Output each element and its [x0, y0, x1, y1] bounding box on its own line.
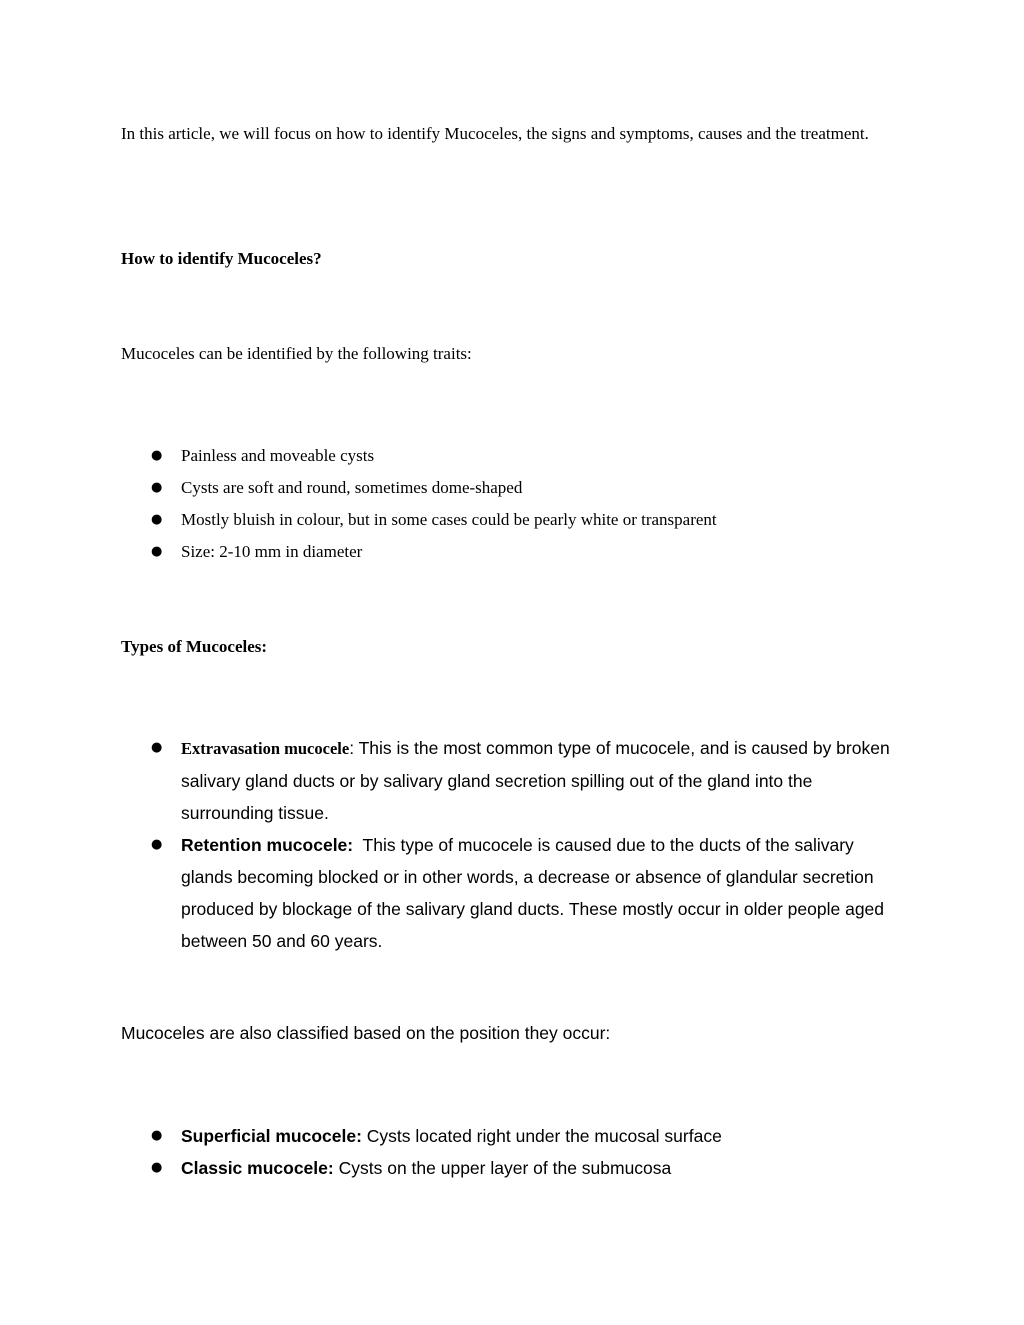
traits-intro: Mucoceles can be identified by the following traits:	[121, 344, 472, 363]
bullet-icon: ●	[151, 837, 163, 852]
bullet-icon: ●	[151, 448, 163, 463]
trait-text: Size: 2-10 mm in diameter	[181, 542, 363, 561]
bullet-icon: ●	[151, 480, 163, 495]
type-description: This type of mucocele is caused due to the ducts of the salivary glands becoming blocked or in other words, a decrease or absence of glandular secretion produced by blockage of the salivary gland ducts. These mostly occur in older people aged between 50 and 60 years.	[181, 835, 885, 951]
position-term: Classic mucocele:	[181, 1158, 334, 1178]
type-description: This is the most common type of mucocele, and is caused by broken salivary gland ducts or by salivary gland secretion spilling out of the gland into the surrounding tissue.	[181, 738, 890, 823]
trait-text: Painless and moveable cysts	[181, 446, 375, 465]
types-list	[121, 732, 903, 957]
trait-text: Mostly bluish in colour, but in some cases could be pearly white or transparent	[181, 510, 717, 529]
position-description: Cysts on the upper layer of the submucosa	[338, 1158, 672, 1178]
list-item	[121, 732, 903, 829]
position-description: Cysts located right under the mucosal surface	[366, 1126, 722, 1146]
positions-list	[121, 1120, 903, 1184]
identify-heading: How to identify Mucoceles?	[121, 249, 322, 268]
list-item	[121, 536, 903, 568]
list-item	[121, 1152, 903, 1184]
list-item	[121, 1120, 903, 1152]
bullet-icon: ●	[151, 544, 163, 559]
bullet-icon: ●	[151, 740, 163, 755]
traits-list	[121, 440, 903, 568]
list-item	[121, 504, 903, 536]
trait-text: Cysts are soft and round, sometimes dome-shaped	[181, 478, 523, 497]
bullet-icon: ●	[151, 1160, 163, 1175]
bullet-icon: ●	[151, 512, 163, 527]
list-item	[121, 829, 903, 957]
intro-paragraph: In this article, we will focus on how to identify Mucoceles, the signs and symptoms, causes and the treatment.	[121, 124, 869, 143]
position-term: Superficial mucocele:	[181, 1126, 362, 1146]
position-intro: Mucoceles are also classified based on the position they occur:	[121, 1023, 611, 1043]
type-term: Retention mucocele:	[181, 835, 354, 855]
bullet-icon: ●	[151, 1128, 163, 1143]
types-heading: Types of Mucoceles:	[121, 637, 268, 656]
list-item	[121, 472, 903, 504]
type-separator	[353, 835, 362, 855]
type-term: Extravasation mucocele	[181, 739, 350, 758]
type-separator: :	[349, 738, 359, 758]
list-item	[121, 440, 903, 472]
